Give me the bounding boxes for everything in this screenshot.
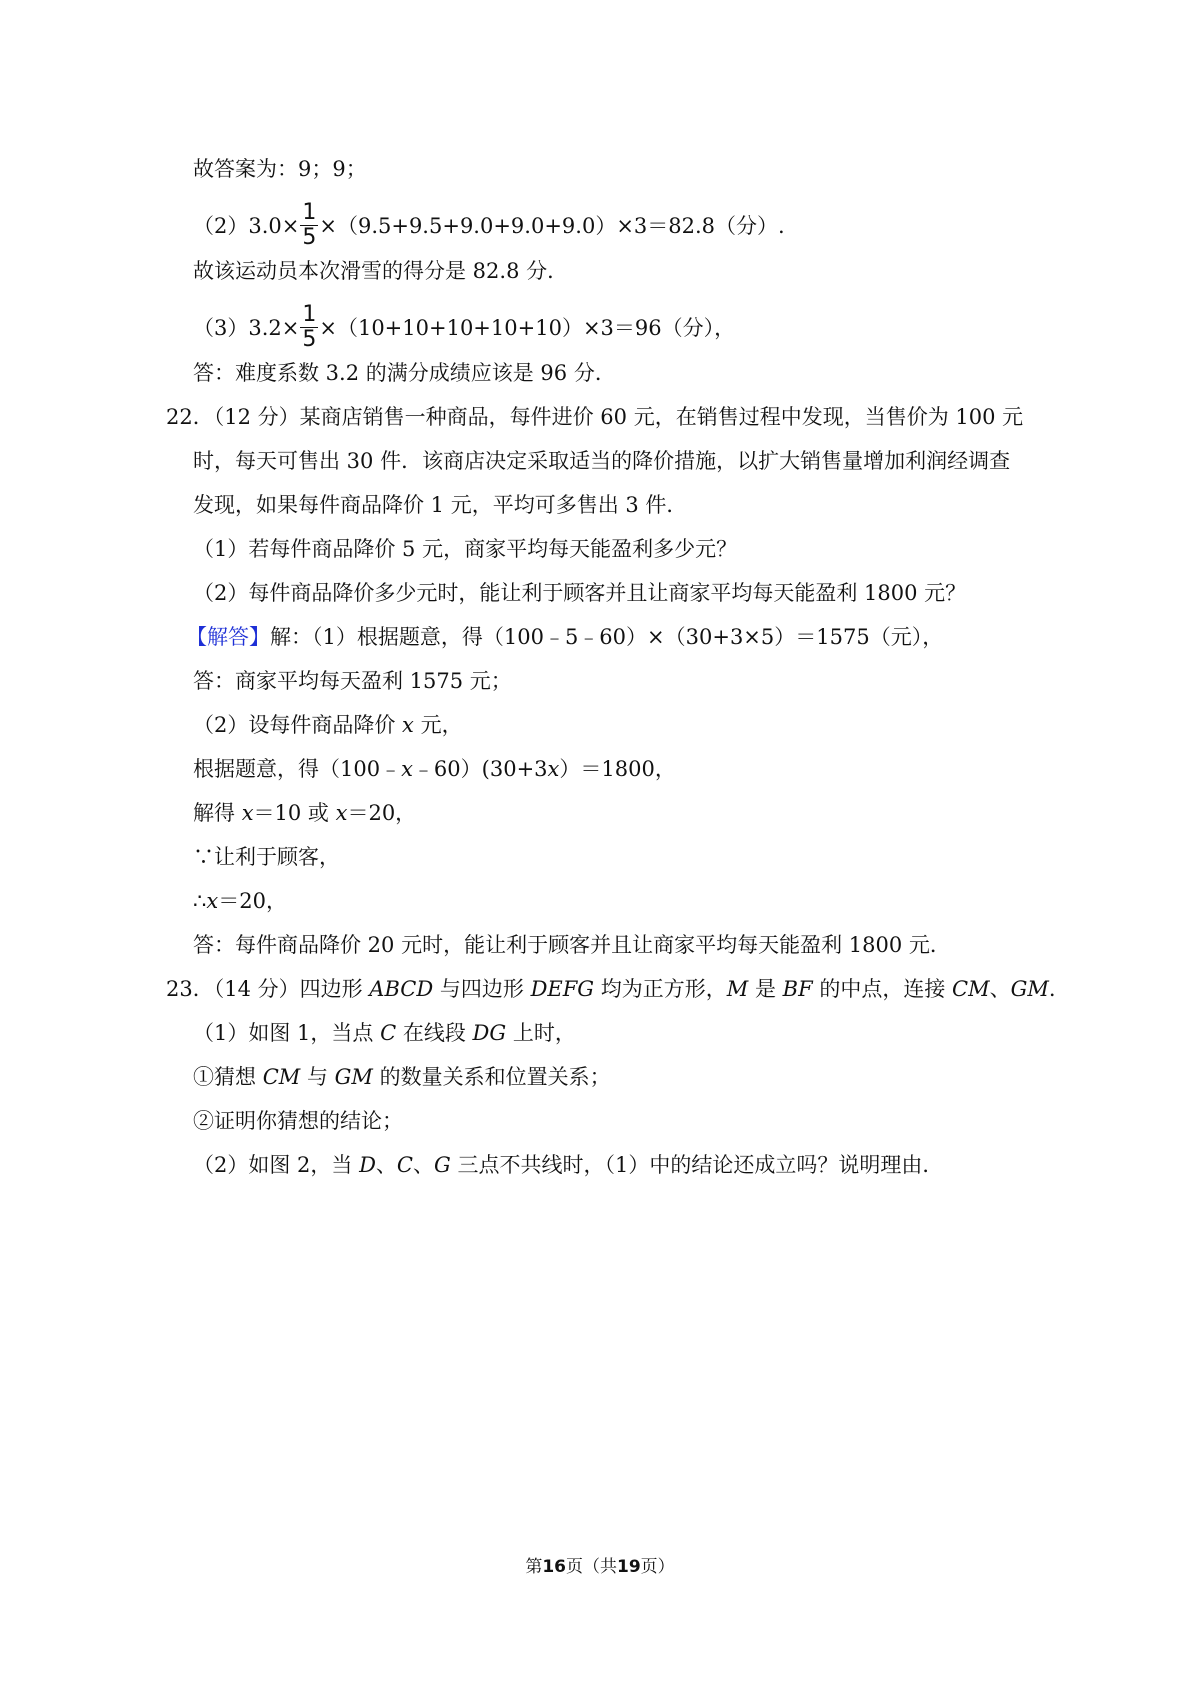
- question-22-part-2: （2）每件商品降价多少元时，能让利于顾客并且让商家平均每天能盈利 1800 元？: [193, 581, 967, 605]
- answer-tag: 【解答】: [186, 625, 270, 649]
- answer-line-5: 答：难度系数 3.2 的满分成绩应该是 96 分．: [193, 361, 616, 385]
- solution-line-8: 答：每件商品降价 20 元时，能让利于顾客并且让商家平均每天能盈利 1800 元．: [193, 933, 951, 957]
- solution-line-4: 根据题意，得（100﹣x﹣60）(30+3x）＝1800，: [193, 757, 676, 781]
- question-23-subpart-1: ①猜想 CM 与 GM 的数量关系和位置关系；: [193, 1065, 611, 1089]
- question-23-subpart-2: ②证明你猜想的结论；: [193, 1109, 403, 1133]
- result-line-3: 故该运动员本次滑雪的得分是 82.8 分．: [193, 259, 569, 283]
- solution-line-6: ∵让利于顾客，: [193, 845, 340, 869]
- page-number: 16: [542, 1557, 566, 1577]
- question-22-line-1: 22．（12 分）某商店销售一种商品，每件进价 60 元，在销售过程中发现，当售价为 100 元: [166, 405, 1024, 429]
- question-22-part-1: （1）若每件商品降价 5 元，商家平均每天能盈利多少元？: [193, 537, 738, 561]
- total-pages: 19: [617, 1557, 641, 1577]
- answer-line-1: 故答案为：9；9；: [193, 157, 367, 181]
- fraction-one-fifth: $\frac{1}{5}$: [302, 200, 317, 250]
- solution-line-2: 答：商家平均每天盈利 1575 元；: [193, 669, 512, 693]
- calc-line-2: （2）3.0× $\frac{1}{5}$ ×（9.5+9.5+9.0+9.0+9.0）×3＝82.8（分）.: [193, 200, 785, 250]
- page-footer: 第16页（共19页）: [525, 1557, 675, 1577]
- question-22-line-2: 时，每天可售出 30 件．该商店决定采取适当的降价措施，以扩大销售量增加利润经调查: [193, 449, 1011, 473]
- solution-line-3: （2）设每件商品降价 x 元，: [193, 713, 463, 737]
- fraction-one-fifth: $\frac{1}{5}$: [302, 302, 317, 352]
- question-23-line-1: 23．（14 分）四边形 ABCD 与四边形 DEFG 均为正方形，M 是 BF 的中点，连接 CM、GM.: [166, 977, 1056, 1001]
- solution-line-1: 【解答】解：（1）根据题意，得（100﹣5﹣60）×（30+3×5）＝1575（元），: [186, 625, 944, 649]
- solution-line-5: 解得 x＝10 或 x＝20，: [193, 801, 417, 825]
- solution-line-7: ∴x＝20，: [193, 889, 287, 913]
- question-23-part-2: （2）如图 2，当 D、C、G 三点不共线时，（1）中的结论还成立吗？说明理由．: [193, 1153, 944, 1177]
- calc-line-4: （3）3.2× $\frac{1}{5}$ ×（10+10+10+10+10）×3＝96（分），: [193, 302, 736, 352]
- question-22-line-3: 发现，如果每件商品降价 1 元，平均可多售出 3 件．: [193, 493, 688, 517]
- question-23-part-1: （1）如图 1，当点 C 在线段 DG 上时，: [193, 1021, 576, 1045]
